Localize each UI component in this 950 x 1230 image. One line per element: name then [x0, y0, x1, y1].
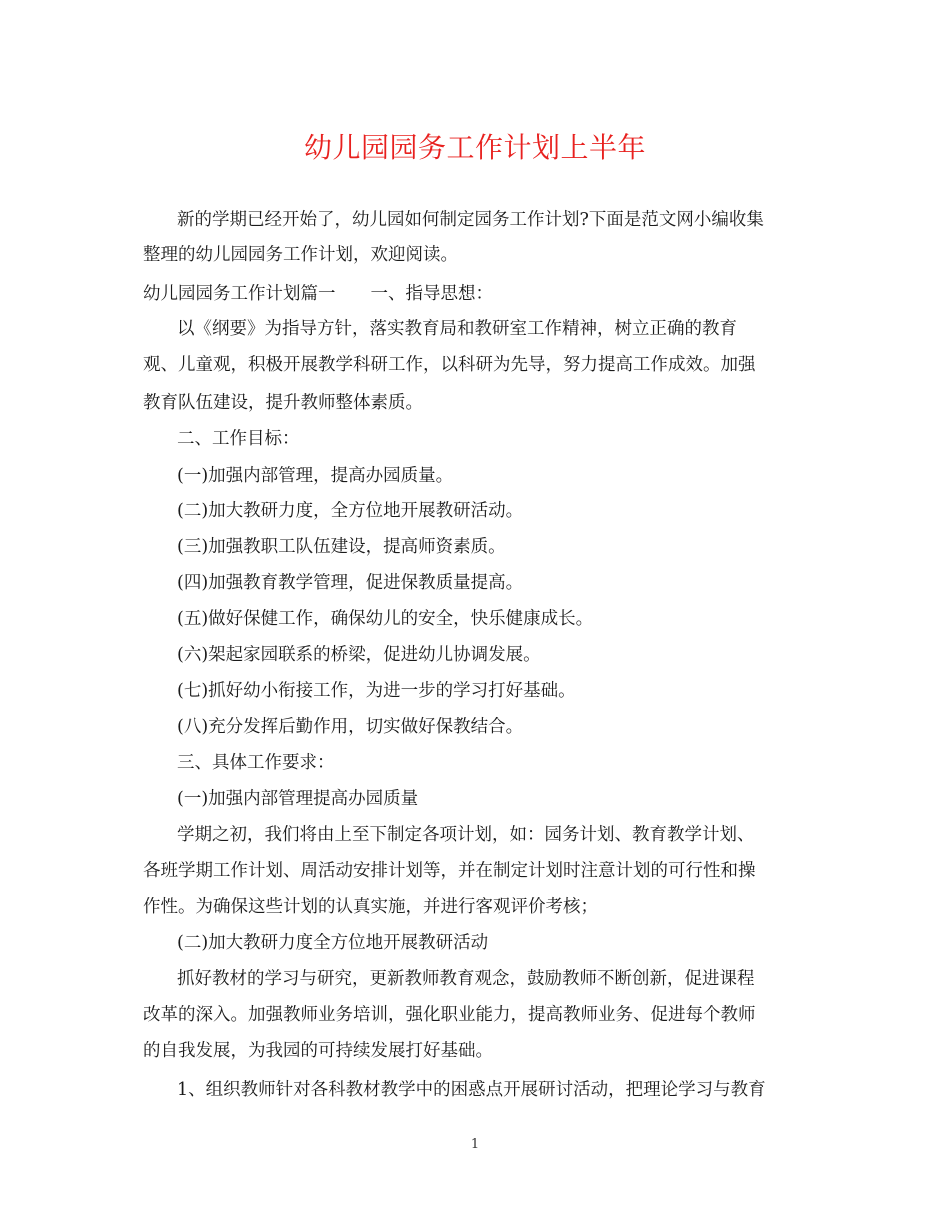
list-item: (一)加强内部管理，提高办园质量。	[177, 466, 454, 486]
page-number: 1	[470, 1137, 480, 1152]
list-item: (三)加强教职工队伍建设，提高师资素质。	[177, 537, 506, 557]
body-line: 教育队伍建设，提升教师整体素质。	[143, 393, 423, 413]
body-line: 学期之初，我们将由上至下制定各项计划，如：园务计划、教育教学计划、	[177, 825, 755, 845]
body-line: 的自我发展，为我园的可持续发展打好基础。	[143, 1041, 493, 1061]
body-line: 1、组织教师针对各科教材教学中的困惑点开展研讨活动，把理论学习与教育	[177, 1080, 766, 1100]
body-line: 观、儿童观，积极开展教学科研工作，以科研为先导，努力提高工作成效。加强	[143, 355, 756, 375]
list-item: (六)架起家园联系的桥梁，促进幼儿协调发展。	[177, 645, 541, 665]
list-item: (二)加大教研力度，全方位地开展教研活动。	[177, 501, 524, 521]
body-line: 新的学期已经开始了，幼儿园如何制定园务工作计划?下面是范文网小编收集	[177, 210, 764, 230]
body-line: 各班学期工作计划、周活动安排计划等，并在制定计划时注意计划的可行性和操	[143, 861, 756, 881]
subsection-heading: (一)加强内部管理提高办园质量	[177, 789, 419, 809]
section-heading: 二、工作目标：	[177, 429, 300, 449]
section-heading: 三、具体工作要求：	[177, 753, 335, 773]
body-line: 改革的深入。加强教师业务培训，强化职业能力，提高教师业务、促进每个教师	[143, 1005, 756, 1025]
subsection-heading: (二)加大教研力度全方位地开展教研活动	[177, 933, 489, 953]
body-line: 抓好教材的学习与研究，更新教师教育观念，鼓励教师不断创新，促进课程	[177, 969, 755, 989]
list-item: (四)加强教育教学管理，促进保教质量提高。	[177, 573, 524, 593]
body-line: 幼儿园园务工作计划篇一 一、指导思想：	[143, 284, 493, 304]
document-title: 幼儿园园务工作计划上半年	[303, 131, 646, 164]
body-line: 作性。为确保这些计划的认真实施，并进行客观评价考核；	[143, 897, 598, 917]
body-line: 整理的幼儿园园务工作计划，欢迎阅读。	[143, 245, 458, 265]
list-item: (八)充分发挥后勤作用，切实做好保教结合。	[177, 717, 524, 737]
list-item: (七)抓好幼小衔接工作，为进一步的学习打好基础。	[177, 681, 576, 701]
body-line: 以《纲要》为指导方针，落实教育局和教研室工作精神，树立正确的教育	[177, 319, 737, 339]
list-item: (五)做好保健工作，确保幼儿的安全，快乐健康成长。	[177, 609, 594, 629]
